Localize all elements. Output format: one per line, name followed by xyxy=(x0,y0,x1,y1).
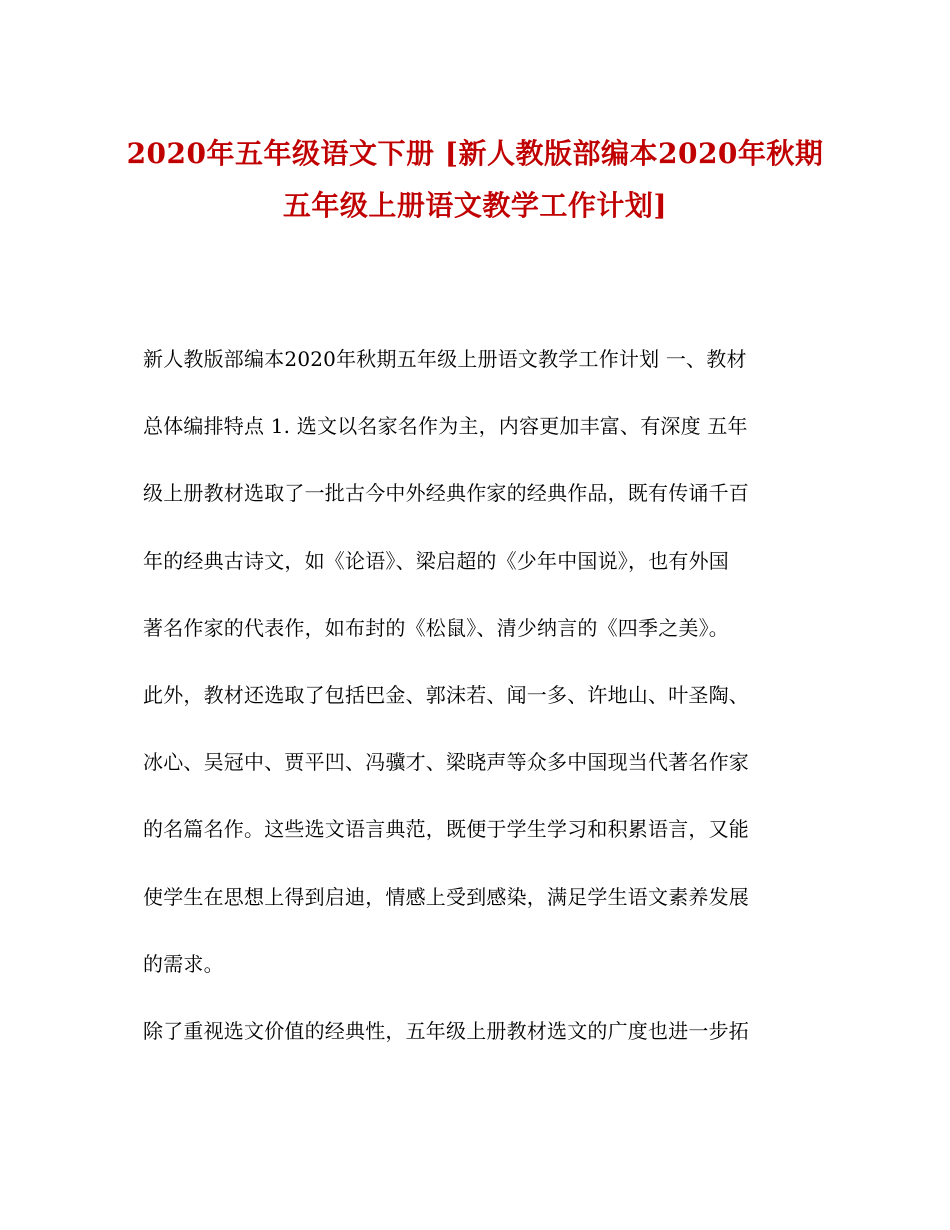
body-line: 总体编排特点 1. 选文以名家名作为主，内容更加丰富、有深度 五年 xyxy=(143,414,748,439)
body-line: 除了重视选文价值的经典性，五年级上册教材选文的广度也进一步拓 xyxy=(143,1018,749,1043)
body-line: 级上册教材选取了一批古今中外经典作家的经典作品，既有传诵千百 xyxy=(143,481,749,506)
title-line-2: 五年级上册语文教学工作计划] xyxy=(282,189,668,222)
document-body xyxy=(143,337,803,1076)
body-line: 此外，教材还选取了包括巴金、郭沫若、闻一多、许地山、叶圣陶、 xyxy=(143,682,749,707)
body-line: 冰心、吴冠中、贾平凹、冯骥才、梁晓声等众多中国现当代著名作家 xyxy=(143,750,749,775)
body-line: 年的经典古诗文，如《论语》、梁启超的《少年中国说》，也有外国 xyxy=(143,548,729,573)
title-line-1: 2020年五年级语文下册 [新人教版部编本2020年秋期 xyxy=(126,137,824,170)
body-line: 使学生在思想上得到启迪，情感上受到感染，满足学生语文素养发展 xyxy=(143,884,749,909)
body-line: 著名作家的代表作，如布封的《松鼠》、清少纳言的《四季之美》。 xyxy=(143,615,729,640)
body-line: 的需求。 xyxy=(143,951,224,976)
body-line: 新人教版部编本2020年秋期五年级上册语文教学工作计划 一、教材 xyxy=(143,347,747,371)
document-title xyxy=(100,128,850,232)
body-line: 的名篇名作。这些选文语言典范，既便于学生学习和积累语言，又能 xyxy=(143,817,749,842)
